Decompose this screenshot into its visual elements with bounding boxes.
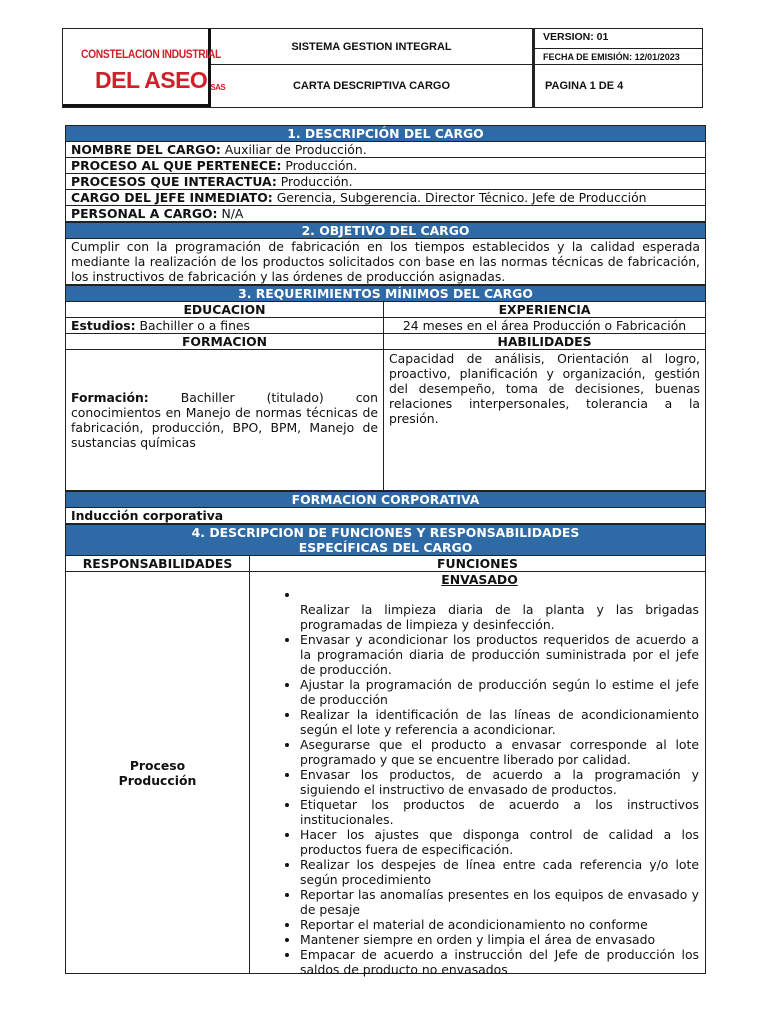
process-row xyxy=(65,158,706,174)
training-header: FORMACION xyxy=(66,334,384,349)
document-header xyxy=(62,28,703,108)
section3-title: 3. REQUERIMIENTOS MÍNIMOS DEL CARGO xyxy=(65,285,706,302)
row-label: NOMBRE DEL CARGO: xyxy=(71,142,221,157)
section4-title-line2: ESPECÍFICAS DEL CARGO xyxy=(298,540,473,555)
function-item: • Realizar los despejes de línea entre cada referencia y/o lote según procedimiento xyxy=(300,857,699,887)
function-item: • Empacar de acuerdo a instrucción del Jefe de producción los saldos de producto no envasados xyxy=(300,947,699,977)
company-logo xyxy=(63,29,226,107)
process-name: Producción xyxy=(118,772,197,788)
section4-title xyxy=(65,524,706,556)
functions-subtitle: ENVASADO xyxy=(441,572,518,587)
row-value: Producción. xyxy=(281,158,358,173)
training-row xyxy=(65,350,706,491)
function-item: • Etiquetar los productos de acuerdo a los instructivos institucionales. xyxy=(300,797,699,827)
function-item: • Envasar los productos, de acuerdo a la programación y siguiendo el instructivo de envasado de productos. xyxy=(300,767,699,797)
studies-cell xyxy=(66,318,384,333)
function-item: • Envasar y acondicionar los productos requeridos de acuerdo a la programación diaria de producción suministrada por el jefe de producción. xyxy=(300,632,699,677)
job-name-row xyxy=(65,142,706,158)
row-value: Producción. xyxy=(276,174,353,189)
page-number: PAGINA 1 DE 4 xyxy=(533,65,703,107)
section4-title-line1: 4. DESCRIPCION DE FUNCIONES Y RESPONSABILIDADES xyxy=(191,525,580,540)
functions-header: FUNCIONES xyxy=(437,556,518,571)
logo-line1: CONSTELACION INDUSTRIAL xyxy=(81,47,222,61)
function-item: • Realizar la identificación de las líneas de acondicionamiento según el lote y referencia a acondicionar. xyxy=(300,707,699,737)
row-label: PROCESO AL QUE PERTENECE: xyxy=(71,158,282,173)
function-item: • Reportar el material de acondicionamiento no conforme xyxy=(300,917,699,932)
interacting-process-row xyxy=(65,174,706,190)
emission-date: FECHA DE EMISIÓN: 12/01/2023 xyxy=(533,49,703,65)
row-label: PROCESOS QUE INTERACTUA: xyxy=(71,174,277,189)
process-label: Proceso xyxy=(129,757,186,773)
boss-row xyxy=(65,190,706,206)
job-description-table xyxy=(65,125,706,977)
process-cell xyxy=(66,572,250,973)
responsibilities-header-row xyxy=(65,556,706,572)
responsibilities-body xyxy=(65,572,706,977)
training-cell xyxy=(66,350,384,490)
function-item: • Reportar las anomalías presentes en los equipos de envasado y de pesaje xyxy=(300,887,699,917)
training-value: Bachiller (titulado) con conocimientos en Manejo de normas técnicas de fabricación, producción, BPO, BPM, Manejo de sustancias químicas xyxy=(71,390,378,450)
logo-name: DEL ASEO xyxy=(95,67,208,93)
functions-list xyxy=(260,587,699,977)
studies-label: Estudios: xyxy=(71,318,136,333)
section1-title: 1. DESCRIPCIÓN DEL CARGO xyxy=(65,125,706,142)
row-label: CARGO DEL JEFE INMEDIATO: xyxy=(71,190,273,205)
responsibilities-header: RESPONSABILIDADES xyxy=(66,556,250,571)
education-row xyxy=(65,318,706,334)
row-value: N/A xyxy=(217,206,244,221)
training-label: Formación: xyxy=(71,390,149,405)
studies-value: Bachiller o a fines xyxy=(135,318,251,333)
objective-text: Cumplir con la programación de fabricación en los tiempos establecidos y la calidad esperada mediante la realización de los productos solicitados con base en las normas técnicas de fabricación, los instructivos de fabricación y las órdenes de producción asignadas. xyxy=(65,239,706,285)
section2-title: 2. OBJETIVO DEL CARGO xyxy=(65,222,706,239)
skills-header: HABILIDADES xyxy=(497,334,592,349)
corporate-item: Inducción corporativa xyxy=(65,508,706,524)
system-title: SISTEMA GESTION INTEGRAL xyxy=(211,29,533,65)
function-item: • Mantener siempre en orden y limpia el área de envasado xyxy=(300,932,699,947)
experience-header: EXPERIENCIA xyxy=(498,302,591,317)
logo-line2 xyxy=(95,67,225,94)
training-header-row xyxy=(65,334,706,350)
function-item: • Asegurarse que el producto a envasar corresponde al lote programado y que se encuentre liberado por calidad. xyxy=(300,737,699,767)
experience-value: 24 meses en el área Producción o Fabricación xyxy=(402,318,687,333)
functions-cell xyxy=(250,572,705,977)
function-item: Realizar la limpieza diaria de la planta y las brigadas programadas de limpieza y desinfección. xyxy=(300,602,699,632)
education-header-row xyxy=(65,302,706,318)
education-header: EDUCACION xyxy=(66,302,384,317)
row-value: Auxiliar de Producción. xyxy=(220,142,367,157)
function-item xyxy=(300,587,699,602)
staff-row xyxy=(65,206,706,222)
version-label: VERSION: 01 xyxy=(533,29,703,49)
logo-suffix: SAS xyxy=(210,83,226,92)
corporate-title: FORMACION CORPORATIVA xyxy=(65,491,706,508)
row-label: PERSONAL A CARGO: xyxy=(71,206,218,221)
function-item: • Hacer los ajustes que disponga control de calidad a los productos fuera de especificación. xyxy=(300,827,699,857)
training-text xyxy=(71,390,378,450)
skills-value: Capacidad de análisis, Orientación al logro, proactivo, planificación y organización, gestión del desempeño, toma de decisiones, buenas relaciones interpersonales, tolerancia a la presión. xyxy=(389,351,700,426)
row-value: Gerencia, Subgerencia. Director Técnico. Jefe de Producción xyxy=(272,190,647,205)
function-item: • Ajustar la programación de producción según lo estime el jefe de producción xyxy=(300,677,699,707)
document-title: CARTA DESCRIPTIVA CARGO xyxy=(211,65,533,107)
